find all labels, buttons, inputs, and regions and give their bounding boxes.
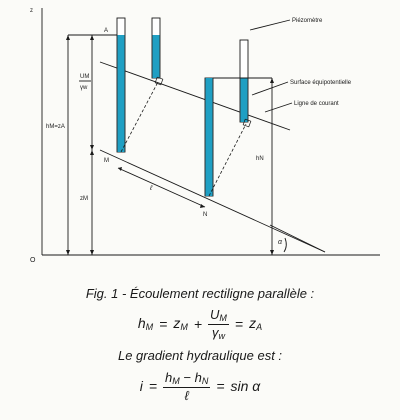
piezometre-label: Piézomètre [292,18,323,24]
equation-1: $h_M$ = $z_M$ + $\frac{U_M}{\gamma_w}$ = $z_A$ [137,306,263,341]
ligne-de-courant-label: Ligne de courant [294,101,339,107]
piezometer-3-water [206,78,213,196]
fraction-um-gamma: $\frac{U_M}{\gamma_w}$ [210,306,227,341]
equipotential-dash-2 [209,124,246,196]
point-m-label: M [104,158,109,164]
l-label: ℓ [150,185,153,192]
leader-piezometre [250,20,290,30]
h-m-za-label: hM=zA [46,124,65,130]
surface-equipotentielle-label: Surface équipotentielle [290,80,352,86]
equipotential-dash-1 [121,82,158,152]
gradient-text: Le gradient hydraulique est : [117,347,283,363]
leader-ligne [265,103,292,112]
caption-title: Fig. 1 - Écoulement rectiligne parallèle : [85,285,315,301]
equation-2: i = $\frac{h_M - h_N}{\text{ℓ}}$ = sin α [139,369,261,403]
piezometer-4-water [241,78,248,122]
origin-label: O [30,257,36,264]
dim-l [118,168,205,207]
alpha-arc [284,238,286,252]
z-axis-label: z [30,8,33,14]
point-n-label: N [203,212,208,218]
z-m-label: zM [80,196,88,202]
h-n-label: hN [256,156,264,162]
alpha-label: α [278,239,282,246]
surface-line-upper [100,62,290,130]
caption [0,282,400,406]
piezometer-2-water [153,35,160,78]
gamma-w-label: γw [80,85,88,91]
fraction-gradient: $\frac{h_M - h_N}{\text{ℓ}}$ [165,369,209,403]
u-m-label: UM [80,74,90,80]
piezometer-1-water [118,35,125,152]
leader-surface [252,82,288,95]
point-a-label: A [104,28,109,34]
